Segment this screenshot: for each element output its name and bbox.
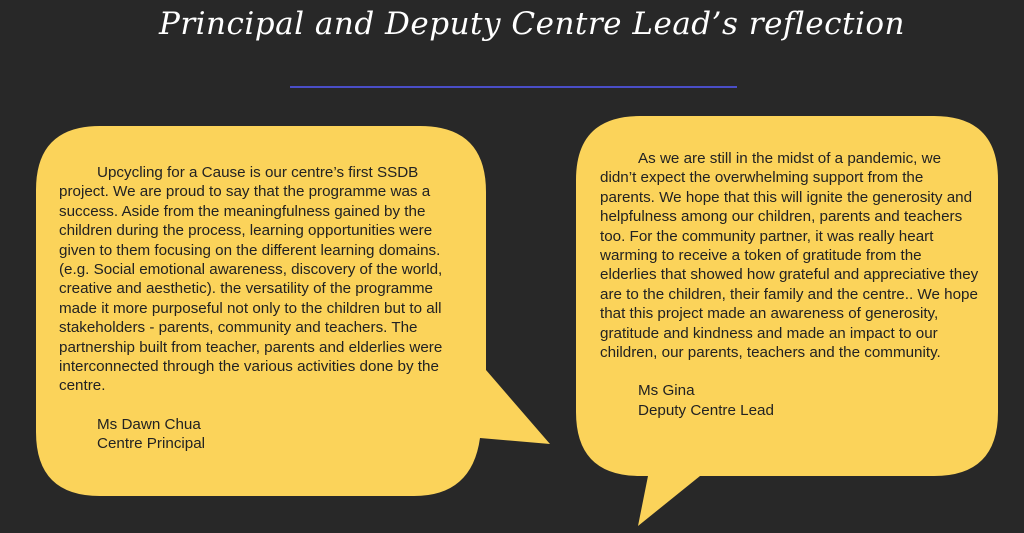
principal-reflection-text: Upcycling for a Cause is our centre’s first SSDB project. We are proud to say that the programme was a success. Aside from the meaningfulness gained by the children during the process, learning opportunities were given to them focusing on the different learning domains. (e.g. Social emotional awareness, discovery of the world, creative and aesthetic). the versatility of the programme made it more purposeful not only to the children but to all stakeholders - parents, community and teachers. The partnership built from teacher, parents and elderlies were interconnected through the various activities done by the centre.: [59, 164, 443, 395]
deputy-role: Deputy Centre Lead: [638, 401, 774, 419]
principal-name: Ms Dawn Chua: [97, 415, 201, 433]
principal-role: Centre Principal: [97, 435, 206, 453]
deputy-reflection-block: [600, 149, 980, 420]
deputy-reflection-text: As we are still in the midst of a pandemic, we didn’t expect the overwhelming support from the parents. We hope that this will ignite the generosity and helpfulness among our children, parents and teachers too. For the community partner, it was really heart warming to receive a token of gratitude from the elderlies that showed how grateful and appreciative they are to the children, their family and the centre.. We hope that this project made an awareness of generosity, gratitude and kindness and made an impact to our children, our parents, teachers and the community.: [600, 150, 979, 362]
deputy-name: Ms Gina: [638, 382, 695, 400]
slide-title: Principal and Deputy Centre Lead’s reflection: [158, 6, 906, 42]
principal-reflection-block: [59, 163, 459, 454]
